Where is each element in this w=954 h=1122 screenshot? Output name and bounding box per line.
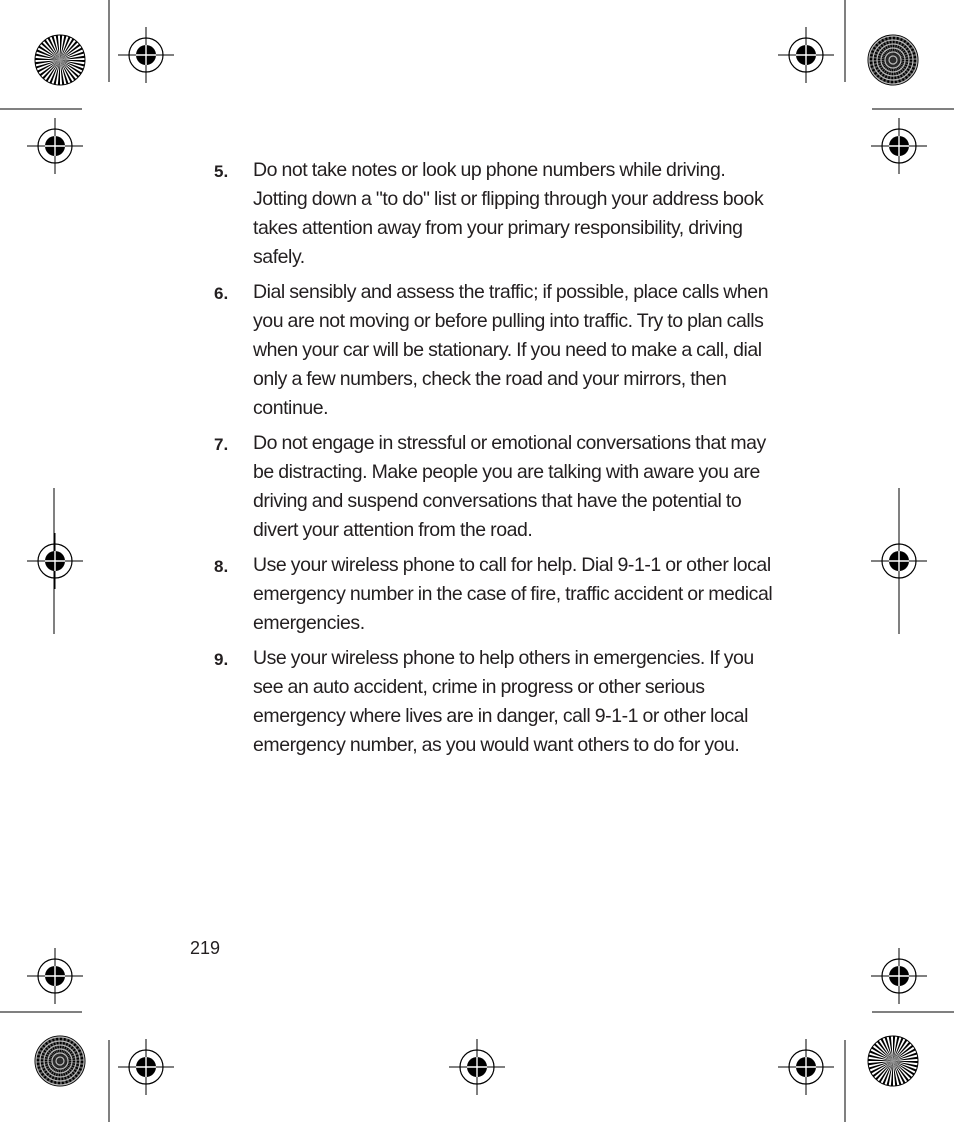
star-target [35, 35, 85, 85]
item-number: 9. [214, 650, 229, 669]
registration-mark [871, 118, 927, 174]
item-text: Use your wireless phone to call for help. Dial 9-1-1 or other local emergency number in the case of fire, traffic accident or medical emergencies. [253, 554, 773, 634]
registration-mark [27, 948, 83, 1004]
moire-star-target [868, 35, 918, 85]
star-target [868, 1036, 918, 1086]
registration-mark [118, 1039, 174, 1095]
registration-mark [27, 118, 83, 174]
registration-mark [27, 533, 83, 589]
list-item [214, 156, 794, 272]
item-text: Use your wireless phone to help others in emergencies. If you see an auto accident, crime in progress or other serious emergency where lives are in danger, call 9-1-1 or other local emergency number, as you would want others to do for you. [253, 647, 754, 756]
list-item [214, 429, 794, 545]
list-item [214, 278, 794, 423]
item-number: 7. [214, 435, 229, 454]
item-number: 5. [214, 162, 229, 181]
registration-mark [449, 1039, 505, 1095]
moire-star-target [35, 1036, 85, 1086]
registration-mark [118, 27, 174, 83]
list-item [214, 551, 794, 638]
instruction-list [214, 156, 794, 766]
page-number: 219 [190, 938, 221, 958]
item-number: 8. [214, 557, 229, 576]
registration-mark [871, 533, 927, 589]
registration-mark [778, 27, 834, 83]
registration-mark [778, 1039, 834, 1095]
item-text: Do not engage in stressful or emotional conversations that may be distracting. Make people you are talking with aware you are driving and suspend conversations that have the potential to divert your attention from the road. [253, 432, 766, 541]
item-number: 6. [214, 284, 229, 303]
item-text: Dial sensibly and assess the traffic; if possible, place calls when you are not moving or before pulling into traffic. Try to plan calls when your car will be stationary. If you need to make a call, dial only a few numbers, check the road and your mirrors, then continue. [253, 281, 769, 419]
item-text: Do not take notes or look up phone numbers while driving. Jotting down a "to do" list or flipping through your address book takes attention away from your primary responsibility, driving safely. [253, 159, 764, 268]
registration-mark [871, 948, 927, 1004]
list-item [214, 644, 794, 760]
